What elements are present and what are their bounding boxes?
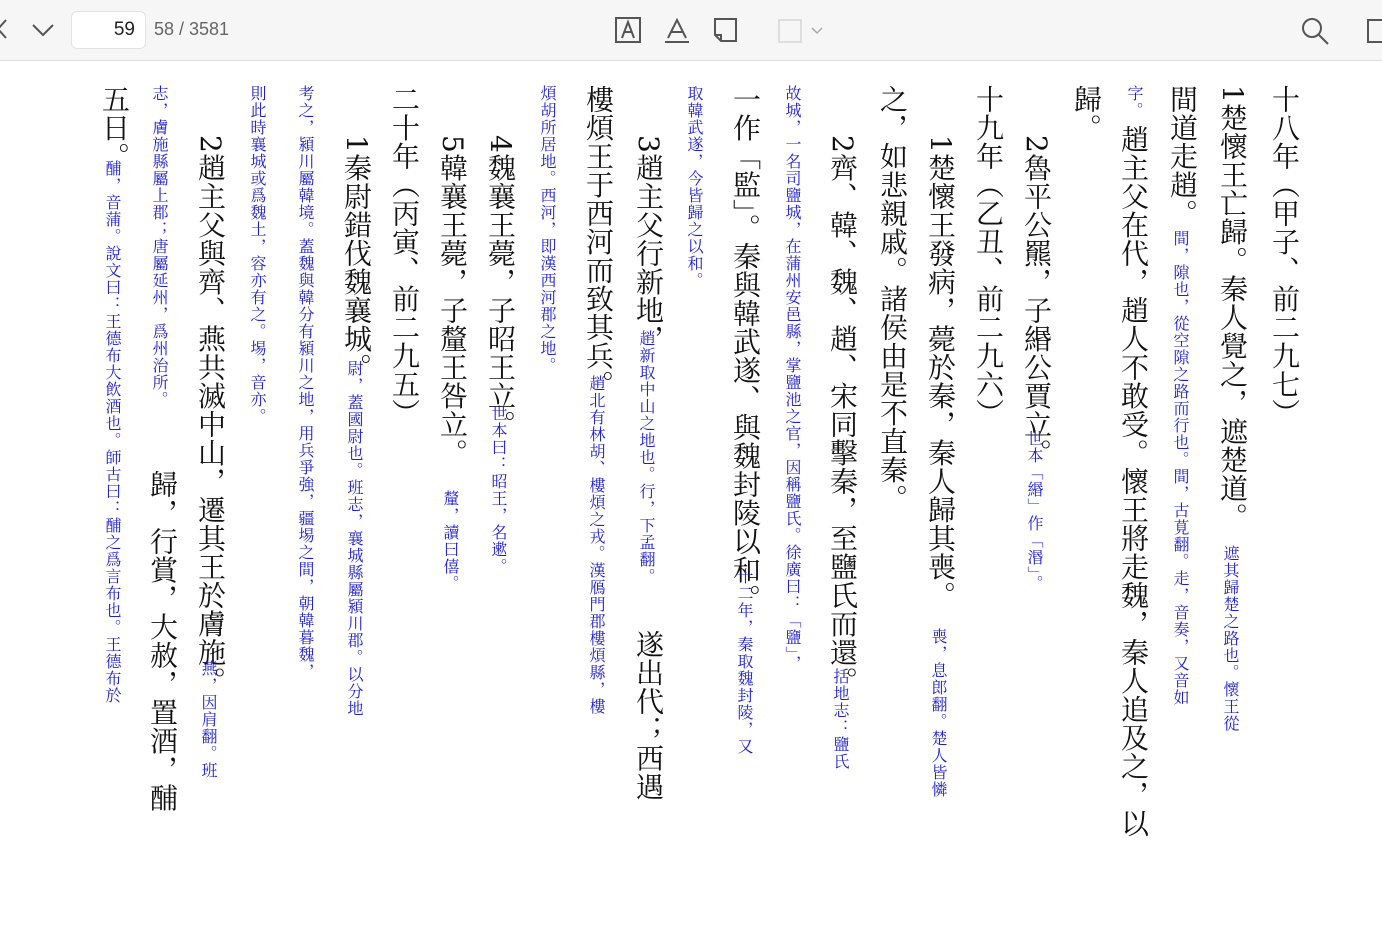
- page-number-input[interactable]: 59: [71, 11, 146, 49]
- main-text-column: 五日。: [98, 85, 131, 171]
- chevron-down-icon[interactable]: [30, 18, 56, 46]
- main-text-column: 2齊、韓、魏、趙、宋同擊秦，至鹽氏而還。: [826, 135, 859, 695]
- document-page: [0, 62, 1382, 925]
- commentary-column: 趙新取中山之地也。行，下孟翻。: [637, 330, 656, 585]
- commentary-column: 十二年，秦取魏封陵，又: [735, 568, 754, 755]
- panel-icon[interactable]: [1366, 18, 1382, 48]
- commentary-column: 遮其歸楚之路也。懷王從: [1221, 545, 1240, 732]
- commentary-column: 釐，讀曰僖。: [441, 490, 460, 592]
- note-icon[interactable]: [711, 16, 739, 48]
- main-text-column: 3趙主父行新地，: [632, 135, 665, 353]
- commentary-column: 世本「緡」作「湣」。: [1025, 430, 1044, 592]
- main-text-column: 2趙主父與齊、燕共滅中山，遷其王於膚施。: [194, 135, 227, 695]
- chevron-left-icon[interactable]: [0, 14, 10, 48]
- commentary-column: 考之，潁川屬韓境。蓋魏與韓分有潁川之地，用兵爭強，疆埸之間，朝韓暮魏，: [296, 85, 315, 680]
- commentary-column: 志，膚施縣屬上郡；唐屬延州，爲州治所。: [150, 85, 169, 408]
- search-icon[interactable]: [1299, 15, 1331, 51]
- main-text-column: 歸。: [1070, 85, 1103, 142]
- commentary-column: 世本曰：昭王，名遬。: [489, 405, 508, 575]
- page-count: 58 / 3581: [154, 19, 230, 39]
- main-text-column: 之，如悲親戚。諸侯由是不直秦。: [876, 85, 909, 513]
- main-text-column: 4魏襄王薨，子昭王立。: [484, 135, 517, 439]
- main-text-column: 樓煩王于西河而致其兵。: [582, 85, 615, 399]
- color-picker-icon[interactable]: [778, 19, 826, 47]
- commentary-column: 括地志：鹽氏: [831, 668, 850, 770]
- commentary-column: 間，隙也，從空隙之路而行也。間，古莧翻。走，音奏，又音如: [1171, 230, 1190, 706]
- commentary-column: 故城，一名司鹽城，在蒲州安邑縣，掌鹽池之官，因稱鹽氏。徐廣曰：「鹽」，: [783, 85, 802, 672]
- commentary-column: 趙北有林胡、樓煩之戎。漢鴈門郡樓煩縣，樓: [587, 375, 606, 715]
- main-text-column: 歸，行賞，大赦，置酒，酺: [146, 470, 179, 812]
- main-text-column: 1楚懷王亡歸。秦人覺之，遮楚道。: [1216, 85, 1249, 531]
- commentary-column: 煩胡所居地。西河，即漢西河郡之地。: [538, 85, 557, 374]
- main-text-column: 趙主父在代，趙人不敢受。懷王將走魏，秦人追及之，以: [1117, 125, 1150, 838]
- commentary-column: 字。: [1125, 85, 1144, 119]
- main-text-column: 十九年（乙丑、前二九六）: [972, 85, 1005, 427]
- main-text-column: 1秦尉錯伐魏襄城。: [340, 135, 373, 382]
- commentary-column: 則此時襄城或爲魏土，容亦有之。埸，音亦。: [248, 85, 267, 425]
- font-icon[interactable]: [663, 16, 691, 48]
- main-text-column: 間道走趙。: [1166, 85, 1199, 228]
- main-text-column: 1楚懷王發病，薨於秦，秦人歸其喪。: [924, 135, 957, 610]
- commentary-column: 取韓武遂，今皆歸之以和。: [685, 85, 704, 289]
- reader-toolbar: [0, 0, 1382, 61]
- commentary-column: 尉，蓋國尉也。班志，襄城縣屬潁川郡。以分地: [345, 360, 364, 717]
- main-text-column: 一作「監」。秦與韓武遂、與魏封陵以和。: [729, 85, 762, 613]
- commentary-column: 酺，音蒲。說文曰：王德布大飲酒也。師古曰：酺之爲言布也。王德布於: [103, 160, 122, 704]
- commentary-column: 喪，息郎翻。楚人皆憐: [929, 628, 948, 798]
- main-text-column: 2魯平公羆，子緡公賈立。: [1020, 135, 1053, 467]
- commentary-column: 燕，因肩翻。班: [199, 660, 218, 779]
- text-box-icon[interactable]: [614, 16, 642, 48]
- main-text-column: 遂出代；西遇: [632, 630, 665, 801]
- main-text-column: 二十年（丙寅、前二九五）: [388, 85, 421, 427]
- main-text-column: 5韓襄王薨，子釐王咎立。: [436, 135, 469, 467]
- main-text-column: 十八年（甲子、前二九七）: [1268, 85, 1301, 427]
